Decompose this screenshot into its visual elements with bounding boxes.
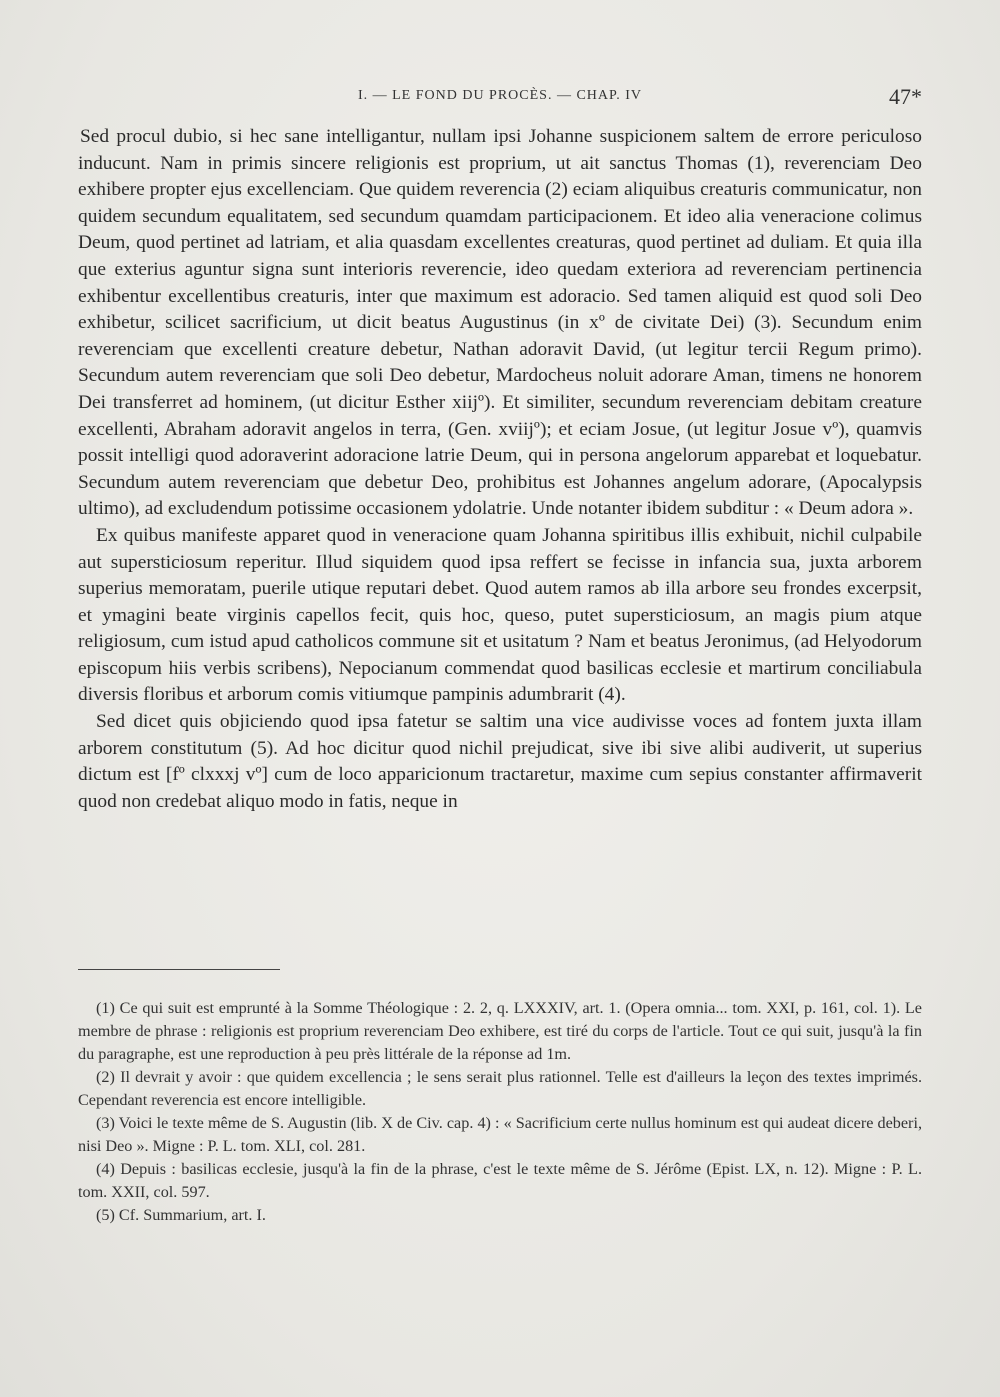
paragraph: Sed dicet quis objiciendo quod ipsa fatetur se saltim una vice audivisse voces ad fontem juxta illam arborem constitutum (5). Ad hoc dicitur quod nichil prejudicat, sive ibi sive alibi audiverit, ut superius dictum est [fº clxxxj vº] cum de loco apparicionum tractaretur, maxime cum sepius constanter affirmaverit quod non credebat aliquo modo in fatis, neque in	[78, 711, 922, 812]
footnote: (2) Il devrait y avoir : que quidem excellencia ; le sens serait plus rationnel. Telle est d'ailleurs la leçon des textes imprimés. Cependant reverencia est encore intelligible.	[78, 1068, 922, 1109]
paragraph: Ex quibus manifeste apparet quod in veneracione quam Johanna spiritibus illis exhibuit, nichil culpabile aut supersticiosum reperitur. Illud siquidem quod ipsa reffert se fecisse in infancia sua, juxta arborem superius memoratam, puerile utique reputari debet. Quod autem ramos ab illa arbore seu frondes excerpsit, et ymagini beate virginis capellos fecit, quis hoc, queso, putet supersticiosum, an magis pium atque religiosum, cum istud apud catholicos commune sit et usitatum ? Nam et beatus Jeronimus, (ad Helyodorum episcopum hiis verbis scribens), Nepocianum commendat quod basilicas ecclesie et martirum conciliabula diversis floribus et arborum comis vitiumque pampinis adumbrarit (4).	[78, 524, 922, 706]
footnote: (3) Voici le texte même de S. Augustin (lib. X de Civ. cap. 4) : « Sacrificium certe nullus hominum est qui audeat dicere deberi, nisi Deo ». Migne : P. L. tom. XLI, col. 281.	[78, 1114, 922, 1155]
footnote: (4) Depuis : basilicas ecclesie, jusqu'à la fin de la phrase, c'est le texte même de S. Jérôme (Epist. LX, n. 12). Migne : P. L. tom. XXII, col. 597.	[78, 1160, 922, 1201]
page-number: 47*	[889, 84, 922, 109]
page-header	[78, 84, 922, 114]
main-text	[78, 124, 922, 815]
footnote-divider	[78, 969, 280, 970]
running-head: I. — LE FOND DU PROCÈS. — CHAP. IV	[357, 88, 643, 103]
footnote: (1) Ce qui suit est emprunté à la Somme Théologique : 2. 2, q. LXXXIV, art. 1. (Opera omnia... tom. XXI, p. 161, col. 1). Le membre de phrase : religionis est proprium reverenciam Deo exhibere, est tiré du corps de l'article. Tout ce qui suit, jusqu'à la fin du paragraphe, est une reproduction à peu près littérale de la réponse ad 1m.	[78, 999, 922, 1063]
paragraph: Sed procul dubio, si hec sane intelligantur, nullam ipsi Johanne suspicionem saltem de errore periculoso inducunt. Nam in primis sincere religionis est proprium, ut ait sanctus Thomas (1), reverenciam Deo exhibere propter ejus excellenciam. Que quidem reverencia (2) eciam aliquibus creaturis communicatur, non quidem secundum equalitatem, sed secundum quamdam participacionem. Et ideo alia veneracione colimus Deum, quod pertinet ad latriam, et alia quasdam excellentes creaturas, quod pertinet ad duliam. Et quia illa que exterius aguntur signa sunt interioris reverencie, ideo quedam exteriora ad reverenciam pertinencia exhibentur excellentibus creaturis, inter que maximum est adoracio. Sed tamen aliquid est quod soli Deo exhibetur, scilicet sacrificium, ut dicit beatus Augustinus (in xº de civitate Dei) (3). Secundum enim reverenciam que excellenti creature debetur, Nathan adoravit David, (ut legitur tercii Regum primo). Secundum autem reverenciam que soli Deo debetur, Mardocheus noluit adorare Aman, timens ne honorem Dei transferret ad hominem, (ut dicitur Esther xiijº). Et similiter, secundum reverenciam debitam creature excellenti, Abraham adoravit angelos in terra, (Gen. xviijº); et eciam Josue, (ut legitur Josue vº), quamvis possit intelligi quod adoraverint adoracione latrie Deum, qui in persona angelorum apparebat et loquebatur. Secundum autem reverenciam que debetur Deo, prohibitus est Johannes angelum adorare, (Apocalypsis ultimo), ad excludendum potissime occasionem ydolatrie. Unde notanter ibidem subditur : « Deum adora ».	[78, 126, 922, 520]
footnote: (5) Cf. Summarium, art. I.	[96, 1206, 266, 1224]
footnotes	[78, 997, 922, 1227]
